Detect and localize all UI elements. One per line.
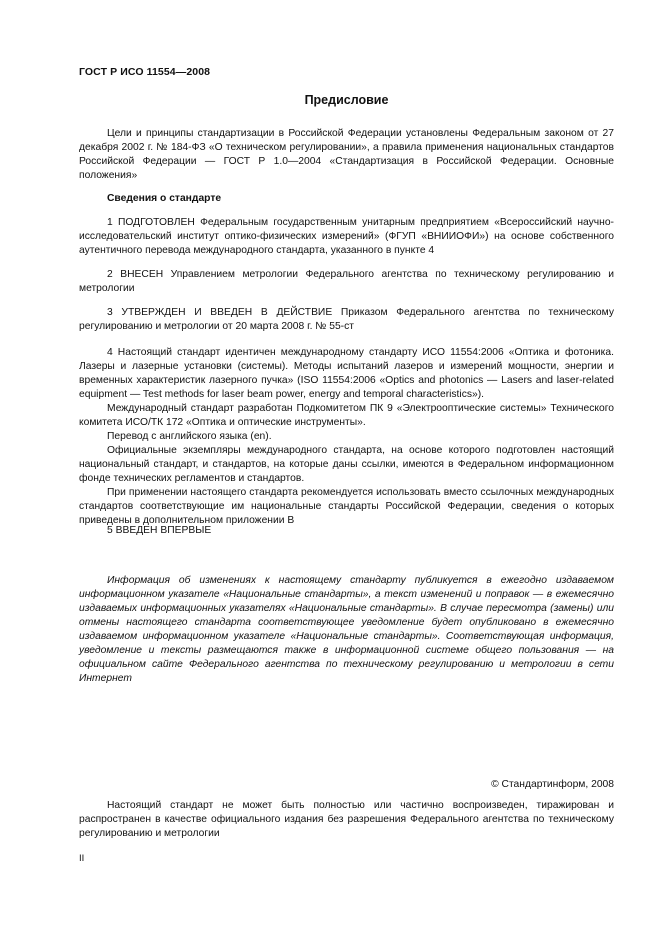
notice-text: Информация об изменениях к настоящему стандарту публикуется в ежегодно издаваемом информационном указателе «Национальные стандарты», а текст изменений и поправок — в ежемесячно издаваемых информационных указателях «Национальные стандарты». В случае пересмотра (замены) или отмены настоящего стандарта соответствующее уведомление будет опубликовано в ежемесячно издаваемом информационном указателе «Национальные стандарты». Соответствующая информация, уведомление и тексты размещаются также в информационной системе общего пользования — на официальном сайте Федерального агентства по техническому регулированию и метрологии в сети Интернет	[79, 575, 614, 684]
item-4	[79, 346, 614, 528]
copyright: © Стандартинформ, 2008	[491, 779, 614, 790]
document-id: ГОСТ Р ИСО 11554—2008	[79, 66, 211, 78]
intro-paragraph: Цели и принципы стандартизации в Российской Федерации установлены Федеральным законом от 27 декабря 2002 г. № 184-ФЗ «О техническом регулировании», а правила применения национальных стандартов Российской Федерации — ГОСТ Р 1.0—2004 «Стандартизация в Российской Федерации. Основные положения»	[79, 128, 614, 181]
info-heading: Сведения о стандарте	[107, 193, 222, 204]
item-2	[79, 268, 614, 296]
notice-section	[79, 574, 614, 686]
item-4-text: 4 Настоящий стандарт идентичен международному стандарту ИСО 11554:2006 «Оптика и фотоника. Лазеры и лазерные установки (системы). Методы испытаний лазеров и измерений мощности, энергии и временных характеристик лазерного пучка» (ISO 11554:2006 «Optics and photonics — Lasers and laser-related equipment — Test methods for laser beam power, energy and temporal characteristics»).	[79, 347, 614, 400]
item-4-official-copies: Официальные экземпляры международного стандарта, на основе которого подготовлен настоящий национальный стандарт, и стандартов, на которые даны ссылки, имеются в Федеральном информационном фонде технических регламентов и стандартов.	[79, 445, 614, 484]
item-3	[79, 306, 614, 334]
item-1-text: 1 ПОДГОТОВЛЕН Федеральным государственным унитарным предприятием «Всероссийский научно-исследовательский институт оптико-физических измерений» (ФГУП «ВНИИОФИ») на основе собственного аутентичного перевода международного стандарта, указанного в пункте 4	[79, 217, 614, 256]
item-5	[79, 524, 614, 538]
item-4-application: При применении настоящего стандарта рекомендуется использовать вместо ссылочных международных стандартов соответствующие им национальные стандарты Российской Федерации, сведения о которых приведены в дополнительном приложении В	[79, 487, 614, 526]
page-number: II	[79, 853, 85, 864]
page-title: Предисловие	[304, 93, 389, 107]
rights-text: Настоящий стандарт не может быть полностью или частично воспроизведен, тиражирован и распространен в качестве официального издания без разрешения Федерального агентства по техническому регулированию и метрологии	[79, 800, 614, 839]
item-2-text: 2 ВНЕСЕН Управлением метрологии Федерального агентства по техническому регулированию и метрологии	[79, 269, 614, 294]
item-4-translation: Перевод с английского языка (en).	[107, 431, 272, 442]
item-3-text: 3 УТВЕРЖДЕН И ВВЕДЕН В ДЕЙСТВИЕ Приказом Федерального агентства по техническому регулированию и метрологии от 20 марта 2008 г. № 55-ст	[79, 307, 614, 332]
item-4-committee: Международный стандарт разработан Подкомитетом ПК 9 «Электрооптические системы» Технического комитета ИСО/ТК 172 «Оптика и оптические инструменты».	[79, 403, 614, 428]
item-1	[79, 216, 614, 258]
rights-section	[79, 799, 614, 841]
item-5-text: 5 ВВЕДЕН ВПЕРВЫЕ	[107, 525, 212, 536]
intro-section	[79, 127, 614, 183]
